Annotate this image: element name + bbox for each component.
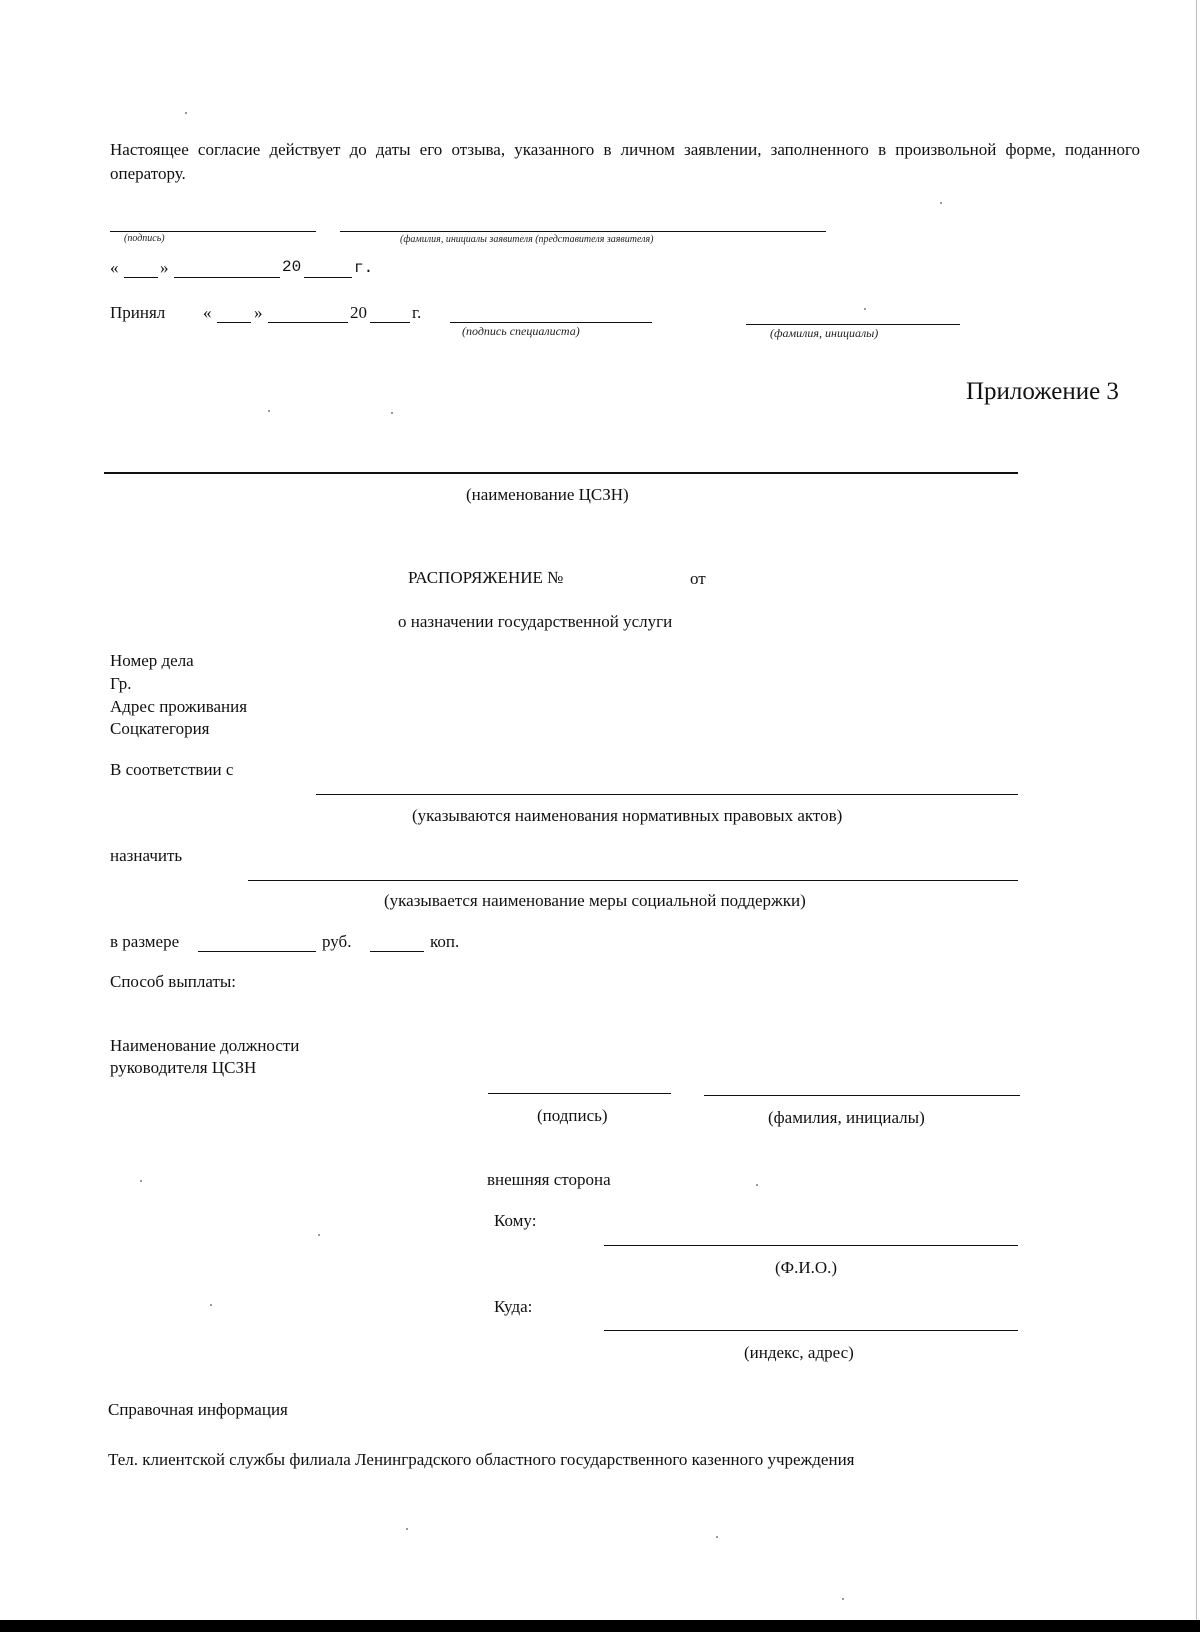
scan-page-edge: [1196, 0, 1197, 1632]
scan-speck: [268, 410, 270, 412]
accepted-month-line: [268, 322, 348, 323]
scan-speck: [756, 1184, 758, 1186]
recipient-name-line: [604, 1245, 1018, 1246]
applicant-signature-caption: (подпись): [124, 233, 165, 244]
specialist-signature-line: [450, 322, 652, 323]
address-caption: (индекс, адрес): [744, 1343, 854, 1362]
order-from: от: [690, 569, 706, 588]
scan-speck: [864, 308, 866, 310]
head-signature-caption: (подпись): [537, 1106, 608, 1125]
org-name-caption: (наименование ЦСЗН): [466, 485, 629, 504]
scan-speck: [406, 1528, 408, 1530]
client-service-phone-line: Тел. клиентской службы филиала Ленинградского областного государственного казенного учреждения: [108, 1450, 855, 1469]
citizen-label: Гр.: [110, 674, 132, 693]
date-year-suffix: г.: [354, 259, 374, 277]
legal-acts-caption: (указываются наименования нормативных правовых актов): [412, 806, 843, 825]
where-label: Куда:: [494, 1297, 533, 1316]
scan-speck: [391, 412, 393, 414]
order-title: РАСПОРЯЖЕНИЕ №: [408, 568, 564, 587]
amount-prefix: в размере: [110, 932, 180, 951]
assign-label: назначить: [110, 846, 183, 865]
order-subtitle: о назначении государственной услуги: [398, 612, 673, 631]
amount-kop-line: [370, 951, 424, 952]
consent-paragraph: Настоящее согласие действует до даты его отзыва, указанного в личном заявлении, заполненного в произвольной форме, поданного оператору.: [110, 140, 1140, 183]
payment-method-label: Способ выплаты:: [110, 972, 237, 991]
scan-speck: [842, 1598, 844, 1600]
specialist-signature-caption: (подпись специалиста): [462, 324, 580, 338]
accepted-year-prefix: 20: [350, 303, 367, 322]
applicant-name-caption: (фамилия, инициалы заявителя (представителя заявителя): [400, 234, 654, 245]
accepted-year-suffix: г.: [412, 303, 422, 322]
head-position-line2: руководителя ЦСЗН: [110, 1058, 257, 1077]
amount-kop-label: коп.: [430, 932, 460, 951]
address-label: Адрес проживания: [110, 697, 248, 716]
reference-label: Справочная информация: [108, 1400, 288, 1419]
accordance-label: В соответствии с: [110, 760, 234, 779]
accepted-open-quote: «: [203, 303, 212, 322]
head-name-line: [704, 1095, 1020, 1096]
date-year-prefix: 20: [282, 258, 302, 276]
accepted-close-quote: »: [254, 303, 263, 322]
support-measure-line: [248, 880, 1018, 881]
recipient-address-line: [604, 1330, 1018, 1331]
scan-speck: [140, 1180, 142, 1182]
scan-speck: [185, 112, 187, 114]
social-category-label: Соцкатегория: [110, 719, 210, 738]
date-month-line: [174, 277, 280, 278]
appendix-title: Приложение 3: [966, 378, 1119, 405]
accepted-year-line: [370, 322, 410, 323]
scan-bottom-border: [0, 1620, 1200, 1632]
accepted-label: Принял: [110, 303, 166, 322]
specialist-name-line: [746, 324, 960, 325]
date-open-quote: «: [110, 258, 119, 277]
specialist-name-caption: (фамилия, инициалы): [770, 326, 879, 340]
date-close-quote: »: [160, 258, 169, 277]
date-day-line: [124, 277, 158, 278]
outer-side-label: внешняя сторона: [487, 1170, 611, 1189]
head-signature-line: [488, 1093, 671, 1094]
amount-rub-label: руб.: [322, 932, 352, 951]
head-name-caption: (фамилия, инициалы): [768, 1108, 925, 1127]
accepted-day-line: [217, 322, 251, 323]
scan-speck: [716, 1536, 718, 1538]
applicant-name-line: [340, 231, 826, 232]
to-label: Кому:: [494, 1211, 537, 1230]
amount-rub-line: [198, 951, 316, 952]
date-year-line: [304, 277, 352, 278]
scan-speck: [210, 1304, 212, 1306]
head-position-line1: Наименование должности: [110, 1036, 300, 1055]
org-name-line: [104, 472, 1018, 474]
scan-speck: [940, 202, 942, 204]
support-measure-caption: (указывается наименование меры социальной поддержки): [384, 891, 806, 910]
fio-caption: (Ф.И.О.): [775, 1258, 838, 1277]
applicant-signature-line: [110, 231, 316, 232]
case-number-label: Номер дела: [110, 651, 194, 670]
scan-speck: [318, 1234, 320, 1236]
legal-acts-line: [316, 794, 1018, 795]
